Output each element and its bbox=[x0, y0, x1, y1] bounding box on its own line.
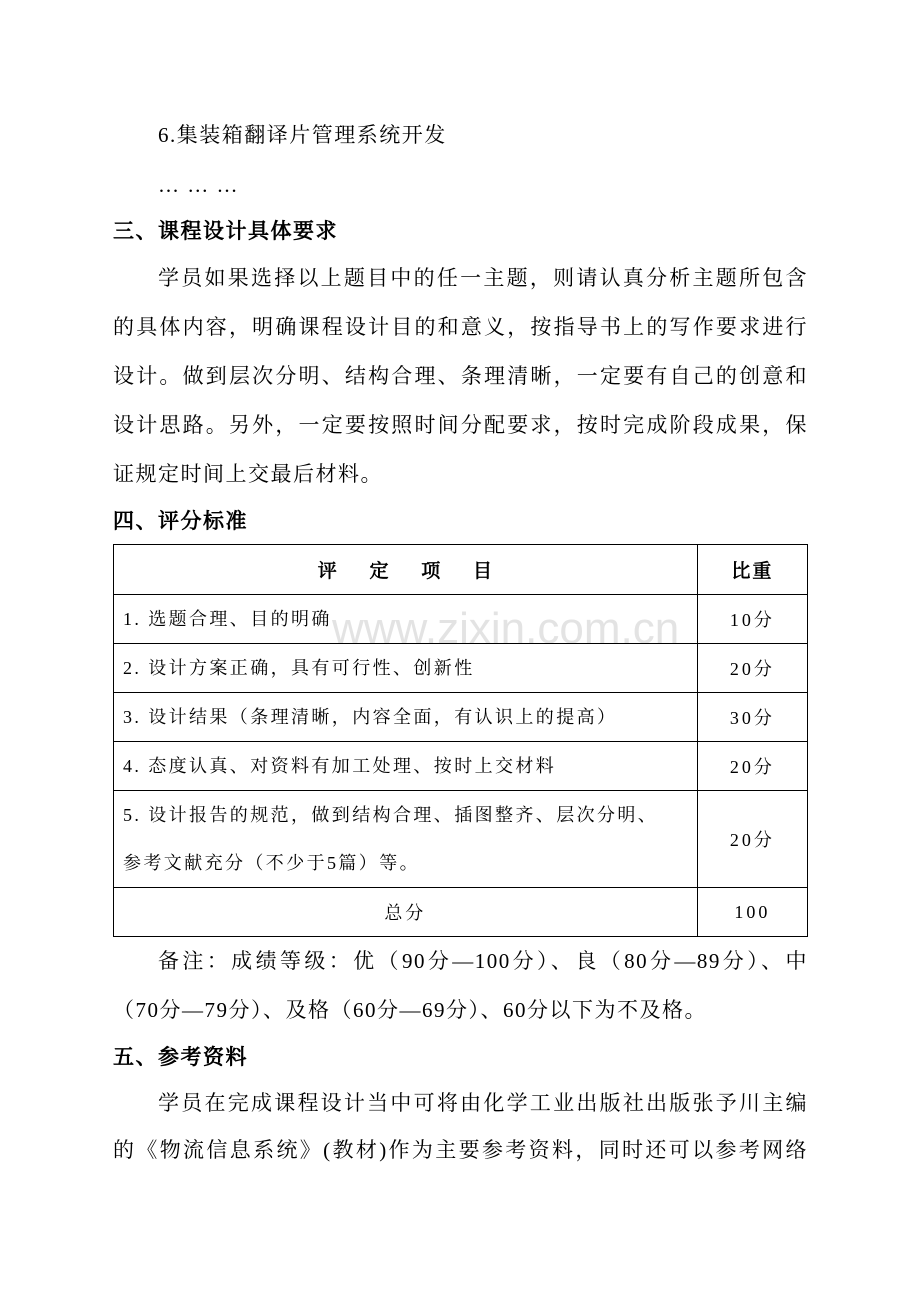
note-line: 备注：成绩等级：优（90分—100分）、良（80分—89分）、中 bbox=[158, 949, 808, 973]
row-item bbox=[114, 693, 698, 742]
row-score: 20分 bbox=[697, 791, 807, 888]
row-item bbox=[114, 742, 698, 791]
row-score: 30分 bbox=[697, 693, 807, 742]
table-row bbox=[114, 742, 808, 791]
paragraph-line: 证规定时间上交最后材料。 bbox=[113, 462, 383, 486]
header-weight: 比重 bbox=[697, 545, 807, 595]
section-heading: 五、参考资料 bbox=[113, 1045, 248, 1069]
section-5-paragraph bbox=[113, 1080, 808, 1174]
paragraph-line: 的具体内容，明确课程设计目的和意义，按指导书上的写作要求进行 bbox=[113, 315, 808, 339]
row-item bbox=[114, 644, 698, 693]
header-item: 评 定 项 目 bbox=[114, 545, 698, 595]
table-row bbox=[114, 693, 808, 742]
table-row bbox=[114, 791, 808, 888]
row-item-text: 3. 设计结果（条理清晰，内容全面，有认识上的提高） bbox=[123, 707, 618, 727]
section-3-paragraph bbox=[113, 254, 808, 499]
row-item-text: 1. 选题合理、目的明确 bbox=[123, 609, 332, 629]
row-item bbox=[114, 791, 698, 888]
row-item-text: 5. 设计报告的规范，做到结构合理、插图整齐、层次分明、 bbox=[123, 805, 659, 825]
list-item bbox=[113, 111, 808, 160]
total-value: 100 bbox=[697, 888, 807, 937]
paragraph-line: 的《物流信息系统》(教材)作为主要参考资料，同时还可以参考网络 bbox=[113, 1138, 808, 1162]
table-total-row bbox=[114, 888, 808, 937]
grading-note bbox=[113, 937, 808, 1035]
row-score: 20分 bbox=[697, 742, 807, 791]
table-row bbox=[114, 595, 808, 644]
total-label: 总分 bbox=[114, 888, 698, 937]
paragraph-line: 学员如果选择以上题目中的任一主题，则请认真分析主题所包含 bbox=[158, 266, 808, 290]
row-item bbox=[114, 595, 698, 644]
section-5-heading bbox=[113, 1033, 808, 1081]
ellipsis-text: … … … bbox=[158, 173, 239, 197]
paragraph-line: 设计。做到层次分明、结构合理、条理清晰，一定要有自己的创意和 bbox=[113, 364, 808, 388]
row-item-text: 参考文献充分（不少于5篇）等。 bbox=[123, 853, 420, 873]
grading-table bbox=[113, 544, 808, 937]
list-item-text: 6.集装箱翻译片管理系统开发 bbox=[158, 123, 447, 147]
row-item-text: 4. 态度认真、对资料有加工处理、按时上交材料 bbox=[123, 756, 557, 776]
section-4-heading bbox=[113, 497, 808, 545]
ellipsis-line bbox=[113, 161, 808, 210]
note-line: （70分—79分）、及格（60分—69分）、60分以下为不及格。 bbox=[113, 998, 707, 1022]
section-heading: 四、评分标准 bbox=[113, 509, 248, 533]
row-score: 20分 bbox=[697, 644, 807, 693]
paragraph-line: 学员在完成课程设计当中可将由化学工业出版社出版张予川主编 bbox=[158, 1091, 808, 1115]
section-3-heading bbox=[113, 207, 808, 255]
section-heading: 三、课程设计具体要求 bbox=[113, 219, 338, 243]
row-item-text: 2. 设计方案正确，具有可行性、创新性 bbox=[123, 658, 475, 678]
table-row bbox=[114, 644, 808, 693]
row-score: 10分 bbox=[697, 595, 807, 644]
watermark: www.zixin.com.cn bbox=[332, 604, 680, 653]
paragraph-line: 设计思路。另外，一定要按照时间分配要求，按时完成阶段成果，保 bbox=[113, 413, 808, 437]
table-header-row bbox=[114, 545, 808, 595]
